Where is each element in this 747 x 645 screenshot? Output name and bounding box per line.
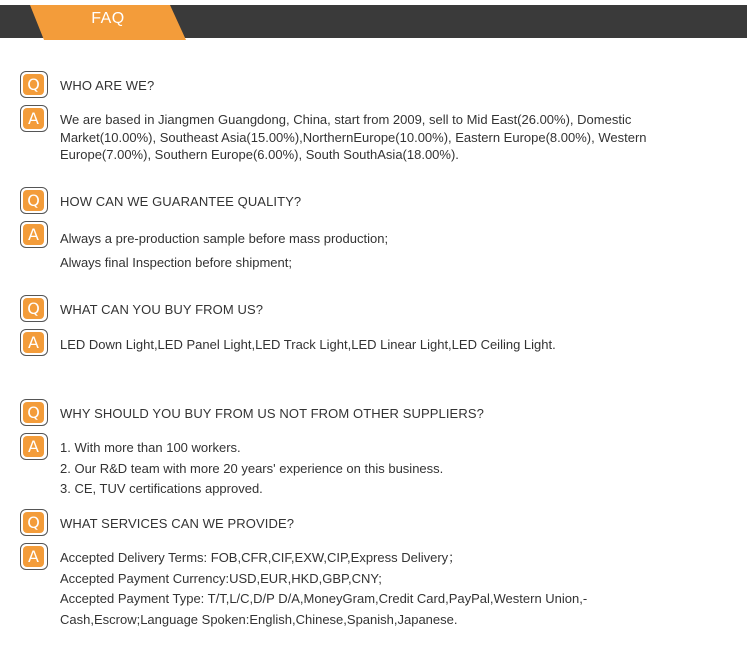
answer-badge — [20, 329, 48, 356]
question-5: WHAT SERVICES CAN WE PROVIDE? — [60, 516, 295, 531]
a-icon: A — [23, 108, 44, 129]
answer-line: Europe(7.00%), Southern Europe(6.00%), South SouthAsia(18.00%). — [60, 147, 459, 162]
q-icon: Q — [23, 402, 44, 423]
question-3: WHAT CAN YOU BUY FROM US? — [60, 302, 264, 317]
answer-line: 3. CE, TUV certifications approved. — [60, 481, 263, 496]
answer-line: Accepted Payment Type: T/T,L/C,D/P D/A,MoneyGram,Credit Card,PayPal,Western Union,- — [60, 591, 588, 606]
a-icon: A — [23, 332, 44, 353]
q-icon: Q — [23, 298, 44, 319]
answer-line: Accepted Payment Currency:USD,EUR,HKD,GBP,CNY; — [60, 570, 382, 586]
answer-line: Accepted Delivery Terms: FOB,CFR,CIF,EXW,CIP,Express Delivery； — [60, 550, 462, 565]
answer-line: 1. With more than 100 workers. — [60, 440, 241, 455]
answer-badge — [20, 543, 48, 570]
answer-line: 2. Our R&D team with more 20 years' experience on this business. — [60, 460, 444, 476]
question-badge — [20, 399, 48, 426]
a-icon: A — [23, 546, 44, 567]
a-icon: A — [23, 436, 44, 457]
q-icon: Q — [23, 512, 44, 533]
answer-1 — [60, 111, 740, 164]
question-badge — [20, 295, 48, 322]
answer-line: We are based in Jiangmen Guangdong, China, start from 2009, sell to Mid East(26.00%), Domestic — [60, 112, 632, 127]
question-4: WHY SHOULD YOU BUY FROM US NOT FROM OTHER SUPPLIERS? — [60, 406, 484, 421]
question-badge — [20, 509, 48, 536]
answer-5 — [60, 548, 740, 630]
answer-2 — [60, 227, 740, 275]
answer-badge — [20, 221, 48, 248]
answer-badge — [20, 433, 48, 460]
answer-line: Cash,Escrow;Language Spoken:English,Chinese,Spanish,Japanese. — [60, 611, 458, 627]
question-2: HOW CAN WE GUARANTEE QUALITY? — [60, 194, 302, 209]
answer-badge — [20, 105, 48, 132]
answer-line: Always a pre-production sample before mass production; — [60, 231, 389, 246]
question-1: WHO ARE WE? — [60, 78, 155, 93]
a-icon: A — [23, 224, 44, 245]
answer-line: Market(10.00%), Southeast Asia(15.00%),NorthernEurope(10.00%), Eastern Europe(8.00%), Western — [60, 129, 647, 145]
faq-title-tab — [30, 5, 186, 40]
answer-line: Always final Inspection before shipment; — [60, 255, 292, 270]
page-title: FAQ — [91, 10, 125, 27]
question-badge — [20, 187, 48, 214]
answer-4 — [60, 438, 740, 500]
question-badge — [20, 71, 48, 98]
answer-3 — [60, 336, 740, 354]
q-icon: Q — [23, 74, 44, 95]
q-icon: Q — [23, 190, 44, 211]
answer-line: LED Down Light,LED Panel Light,LED Track Light,LED Linear Light,LED Ceiling Light. — [60, 337, 556, 352]
